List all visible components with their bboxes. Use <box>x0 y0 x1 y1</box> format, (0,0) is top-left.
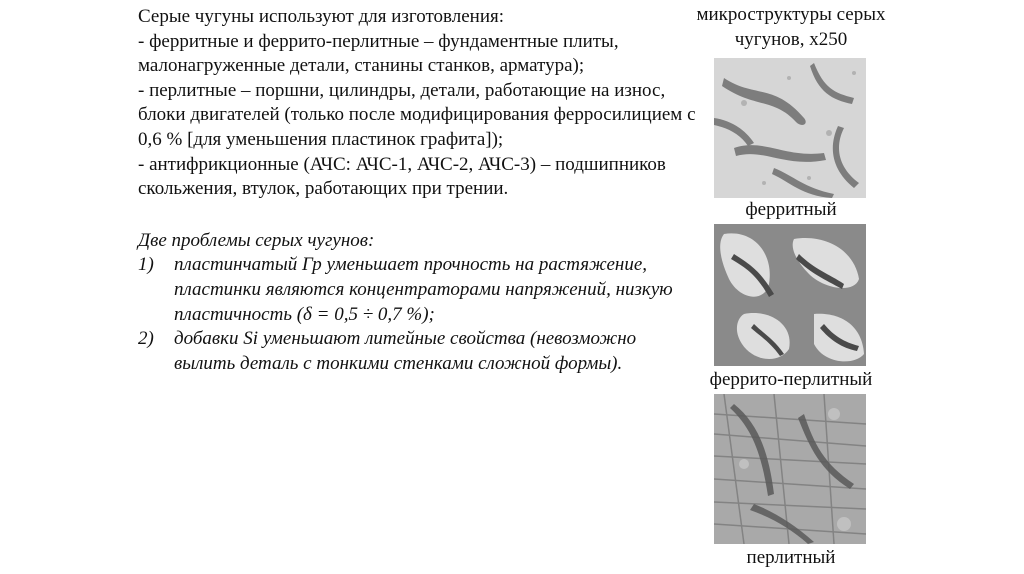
micrograph-ferrite-pearlite <box>714 224 866 366</box>
caption-ferritic: ферритный <box>745 199 837 220</box>
problem-item <box>138 253 698 327</box>
micrograph-ferritic <box>714 58 866 198</box>
problem-text: добавки Si уменьшают литейные свойства (невозможно вылить деталь с тонкими стенками сложной формы). <box>174 328 637 374</box>
list-item-ferritic: - ферритные и феррито-перлитные – фундаментные плиты, малонагруженные детали, станины станков, арматура); <box>138 30 619 77</box>
problem-item <box>138 327 698 376</box>
spacer <box>138 202 698 229</box>
problem-number: 1) <box>138 254 154 276</box>
problems-heading: Две проблемы серых чугунов: <box>138 229 375 251</box>
list-item-antifriction: - антифрикционные (АЧС: АЧС-1, АЧС-2, АЧС-3) – подшипников скольжения, втулок, работающих при трении. <box>138 153 666 200</box>
problem-text: пластинчатый Гр уменьшает прочность на растяжение, пластинки являются концентраторами напряжений, низкую пластичность (δ = 0,5 ÷ 0,7 %); <box>174 254 673 325</box>
list-item-pearlitic: - перлитные – поршни, цилиндры, детали, работающие на износ, блоки двигателей (только после модифицирования ферросилицием с 0,6 % [для уменьшения пластинок графита]); <box>138 79 696 150</box>
caption-ferrite-pearlite: феррито-перлитный <box>709 369 873 390</box>
micrograph-pearlitic <box>714 394 866 544</box>
caption-pearlitic: перлитный <box>746 547 836 568</box>
text-column <box>138 5 698 376</box>
figure-title: микроструктуры серых чугунов, х250 <box>696 4 886 50</box>
problem-number: 2) <box>138 328 154 350</box>
figure-title-block <box>686 3 896 52</box>
intro-line: Серые чугуны используют для изготовления: <box>138 6 505 27</box>
